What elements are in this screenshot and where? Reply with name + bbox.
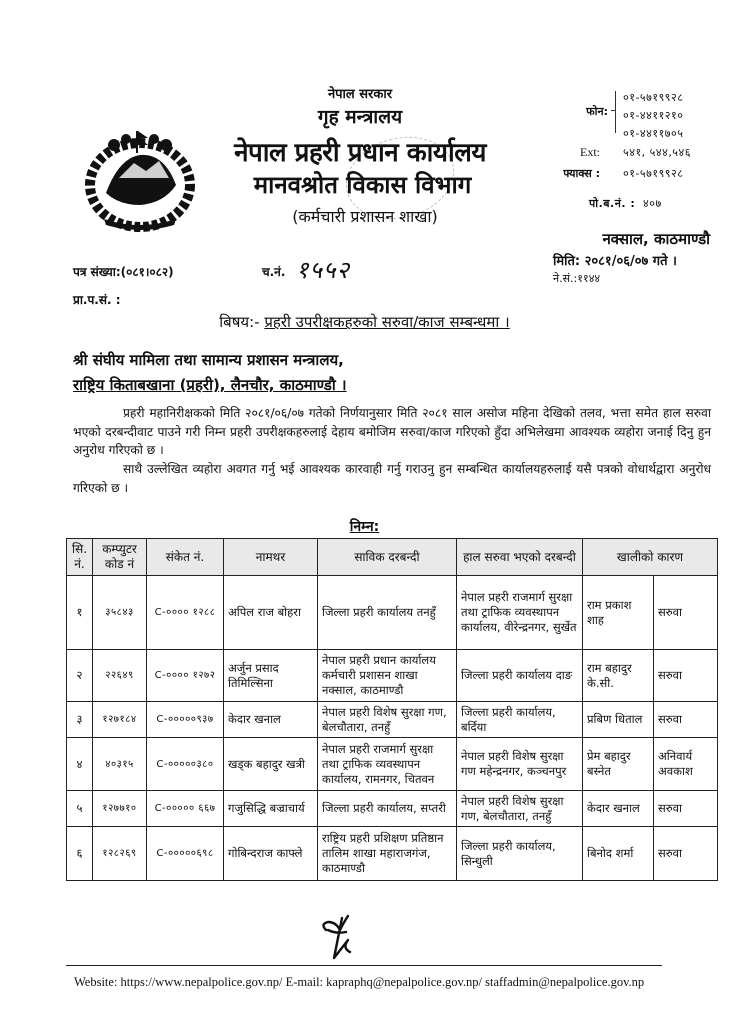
previous-reference-label: प्रा.प.सं. :	[73, 293, 121, 307]
phone-1: ०१-५७१९९२८	[623, 91, 684, 104]
cell-code: ३५८४३	[93, 576, 147, 650]
cell-ref: C-०००००३८०	[147, 738, 224, 791]
cell-sn: ५	[67, 791, 93, 827]
cell-current: जिल्ला प्रहरी कार्यालय दाङ	[457, 650, 583, 702]
table-row	[67, 791, 718, 827]
ext-label: Ext:	[580, 145, 600, 159]
fax-value: ०१-५७१९९२८	[623, 167, 684, 180]
po-box-label: पो.ब.नं. :	[589, 197, 636, 210]
ref-label: पत्र संख्या:	[73, 265, 121, 279]
footer-divider	[66, 965, 662, 966]
cell-vacancy-name: केदार खनाल	[583, 791, 654, 827]
cell-name: केदार खनाल	[224, 702, 318, 738]
cell-vacancy-reason: सरुवा	[654, 576, 718, 650]
signature-icon	[318, 912, 358, 962]
cell-name: खड्क बहादुर खत्री	[224, 738, 318, 791]
cell-current: जिल्ला प्रहरी कार्यालय, सिन्धुली	[457, 827, 583, 881]
date-label: मिति:	[553, 254, 581, 269]
cell-previous: नेपाल प्रहरी विशेष सुरक्षा गण, बेलचौतारा, तनहुँ	[318, 702, 457, 738]
chalani-number: १५५२	[296, 256, 350, 284]
cell-code: १२८२६९	[93, 827, 147, 881]
cell-ref: C-०००००६९८	[147, 827, 224, 881]
body-paragraph-2: साथै उल्लेखित व्यहोरा अवगत गर्नु भई आवश्यक कारवाही गर्नु गराउनु हुन सम्बन्धित कार्यालयहरुलाई यसै पत्रको वोधार्थद्वारा अनुरोध गरिएको छ ।	[73, 462, 711, 495]
header-current-post: हाल सरुवा भएको दरबन्दी	[457, 539, 583, 576]
cell-name: अर्जुन प्रसाद तिमिल्सिना	[224, 650, 318, 702]
cell-sn: १	[67, 576, 93, 650]
table-caption: निम्न:	[349, 519, 380, 535]
cell-vacancy-name: प्रेम बहादुर बस्नेत	[583, 738, 654, 791]
transfer-table	[66, 538, 717, 881]
cell-code: २२६४९	[93, 650, 147, 702]
footer-contact: Website: https://www.nepalpolice.gov.np/ E-mail: kapraphq@nepalpolice.gov.np/ staffadmin@nepalpolice.gov.np	[74, 975, 645, 989]
header-computer-code: कम्प्युटर कोड नं	[93, 539, 147, 576]
letter-reference	[73, 263, 174, 280]
cell-vacancy-name: बिनोद शर्मा	[583, 827, 654, 881]
header-vacancy-reason: खालीको कारण	[583, 539, 718, 576]
ext-value: ५४१, ५४४,५४६	[623, 146, 691, 159]
recipient-line-1: श्री संघीय मामिला तथा सामान्य प्रशासन मन्त्रालय,	[73, 351, 344, 369]
cell-vacancy-reason: सरुवा	[654, 827, 718, 881]
date-value: २०८१/०६/०७ गते ।	[584, 254, 677, 269]
ns-label: ने.सं.:	[553, 272, 578, 285]
chalani-label: च.नं.	[262, 265, 286, 279]
cell-sn: ६	[67, 827, 93, 881]
cell-ref: C-०००००९३७	[147, 702, 224, 738]
cell-current: नेपाल प्रहरी विशेष सुरक्षा गण महेन्द्रनगर, कञ्चनपुर	[457, 738, 583, 791]
nepal-emblem-icon	[84, 123, 196, 235]
po-box-value: ४०७	[643, 197, 662, 210]
table-row	[67, 576, 718, 650]
ministry-name: गृह मन्त्रालय	[317, 106, 403, 128]
table-row	[67, 702, 718, 738]
cell-name: गोबिन्दराज काफ्ले	[224, 827, 318, 881]
section-title: (कर्मचारी प्रशासन शाखा)	[292, 207, 438, 226]
office-address: नक्साल, काठमाण्डौ	[602, 230, 710, 248]
fax-label: फ्याक्स :	[563, 167, 600, 180]
header-previous-post: साविक दरबन्दी	[318, 539, 457, 576]
table-row	[67, 827, 718, 881]
government-name: नेपाल सरकार	[327, 87, 393, 102]
cell-code: १२७७१०	[93, 791, 147, 827]
cell-ref: C-०००० १२८८	[147, 576, 224, 650]
cell-vacancy-reason: सरुवा	[654, 702, 718, 738]
letter-date	[553, 251, 713, 269]
cell-current: नेपाल प्रहरी राजमार्ग सुरक्षा तथा ट्राफिक व्यवस्थापन कार्यालय, वीरेन्द्रनगर, सुर्खेत	[457, 576, 583, 650]
ns-value: ११४४	[577, 272, 601, 285]
cell-vacancy-name: प्रबिण धिताल	[583, 702, 654, 738]
cell-sn: ३	[67, 702, 93, 738]
cell-vacancy-reason: अनिवार्य अवकाश	[654, 738, 718, 791]
cell-name: गजुसिद्धि बज्राचार्य	[224, 791, 318, 827]
cell-ref: C-००००० ६६७	[147, 791, 224, 827]
cell-code: १२७१८४	[93, 702, 147, 738]
table-header-row	[67, 539, 718, 576]
phone-3: ०१-४४११७०५	[623, 127, 684, 140]
body-paragraph-1: प्रहरी महानिरीक्षकको मिति २०८१/०६/०७ गतेको निर्णयानुसार मिति २०८१ साल असोज महिना देखिको तलव, भत्ता समेत हाल सरुवा भएको दरबन्दीवाट पाउने गरी निम्न प्रहरी उपरीक्षकहरुलाई देहाय बमोजिम सरुवा/काज गरिएको हुँदा अभिलेखमा आवश्यक व्यहोरा जनाई दिनु हुन अनुरोध गरिएको छ ।	[73, 406, 711, 457]
cell-previous: नेपाल प्रहरी राजमार्ग सुरक्षा तथा ट्राफिक व्यवस्थापन कार्यालय, रामनगर, चितवन	[318, 738, 457, 791]
phone-brace	[615, 91, 623, 133]
cell-sn: ४	[67, 738, 93, 791]
table-row	[67, 650, 718, 702]
subject-line	[0, 312, 729, 332]
cell-previous: राष्ट्रिय प्रहरी प्रशिक्षण प्रतिष्ठान तालिम शाखा महाराजगंज, काठमाण्डौ	[318, 827, 457, 881]
cell-vacancy-reason: सरुवा	[654, 650, 718, 702]
recipient-line-2: राष्ट्रिय किताबखाना (प्रहरी), लैनचौर, काठमाण्डौ ।	[73, 376, 347, 394]
subject-text: प्रहरी उपरीक्षकहरुको सरुवा/काज सम्बन्धमा ।	[264, 313, 510, 331]
nepal-sambat	[553, 271, 653, 286]
cell-code: ४०३१५	[93, 738, 147, 791]
cell-vacancy-reason: सरुवा	[654, 791, 718, 827]
cell-previous: नेपाल प्रहरी प्रधान कार्यालय कर्मचारी प्रशासन शाखा नक्साल, काठमाण्डौ	[318, 650, 457, 702]
cell-name: अपिल राज बोहरा	[224, 576, 318, 650]
cell-vacancy-name: राम प्रकाश शाह	[583, 576, 654, 650]
cell-vacancy-name: राम बहादुर के.सी.	[583, 650, 654, 702]
phone-label: फोन:	[586, 105, 608, 118]
phone-2: ०१-४४११२१०	[623, 109, 684, 122]
header-sn: सि. नं.	[67, 539, 93, 576]
cell-current: जिल्ला प्रहरी कार्यालय, बर्दिया	[457, 702, 583, 738]
cell-ref: C-०००० १२७२	[147, 650, 224, 702]
cell-sn: २	[67, 650, 93, 702]
table-row	[67, 738, 718, 791]
header-name: नामथर	[224, 539, 318, 576]
office-title: नेपाल प्रहरी प्रधान कार्यालय	[234, 138, 486, 168]
ref-value: (०८१।०८२)	[120, 265, 174, 279]
subject-label: बिषय:-	[219, 313, 260, 331]
header-ref-no: संकेत नं.	[147, 539, 224, 576]
cell-current: नेपाल प्रहरी विशेष सुरक्षा गण, बेलचौतारा, तनहुँ	[457, 791, 583, 827]
department-title: मानवश्रोत विकास विभाग	[253, 171, 472, 199]
cell-previous: जिल्ला प्रहरी कार्यालय तनहुँ	[318, 576, 457, 650]
cell-previous: जिल्ला प्रहरी कार्यालय, सप्तरी	[318, 791, 457, 827]
